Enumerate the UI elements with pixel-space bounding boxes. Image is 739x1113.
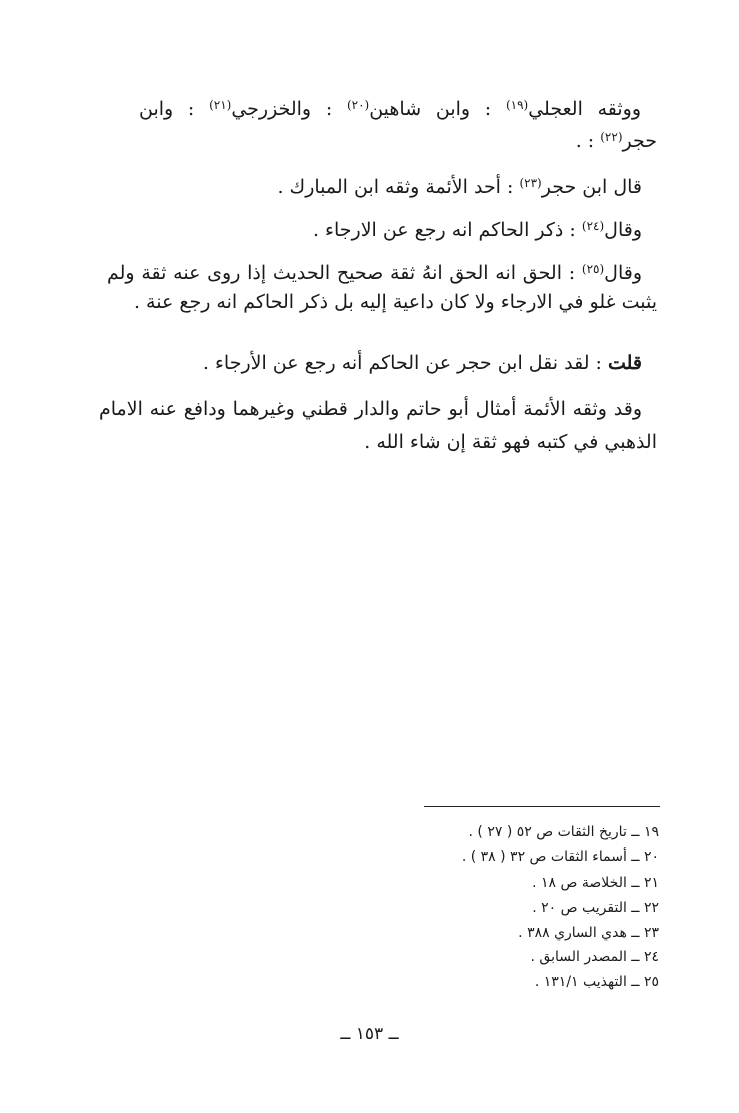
paragraph-3 (313, 213, 642, 243)
paragraph-5 (203, 350, 642, 376)
footnote-20: ٢٠ ــ أسماء الثقات ص ٣٢ ( ٣٨ ) . (461, 849, 659, 865)
paragraph-1-line-1 (139, 92, 641, 122)
text-span: يثبت غلو في الارجاء ولا كان داعية إليه بل ذكر الحاكم انه رجع عنة . (133, 291, 657, 313)
text-span: حجر (622, 130, 657, 152)
paragraph-2 (277, 170, 642, 200)
text-span: قال ابن حجر (541, 176, 642, 198)
text-span: : الحق انه الحق انهُ ثقة صحيح الحديث إذا روى عنه ثقة ولم (107, 262, 582, 284)
paragraph-6-line-2 (364, 429, 657, 455)
text-span: وقد وثقه الأئمة أمثال أبو حاتم والدار قطني وغيرهما ودافع عنه الامام (99, 398, 642, 420)
footnote-ref-20: (٢٠) (346, 98, 370, 112)
footnote-24: ٢٤ ــ المصدر السابق . (530, 949, 659, 965)
paragraph-1-line-2 (576, 124, 657, 154)
footnote-ref-25: (٢٥) (581, 262, 605, 276)
text-span: الذهبي في كتبه فهو ثقة إن شاء الله . (364, 431, 657, 453)
page-number: ــ ١٥٣ ــ (340, 1024, 399, 1044)
paragraph-4-line-1 (107, 256, 642, 286)
text-span: : والخزرجي (231, 98, 347, 120)
footnote-ref-21: (٢١) (209, 98, 232, 112)
footnote-ref-24: (٢٤) (581, 219, 605, 233)
text-span: : لقد نقل ابن حجر عن الحاكم أنه رجع عن الأرجاء . (202, 352, 608, 374)
footnote-separator (424, 806, 660, 807)
footnote-ref-23: (٢٣) (519, 176, 542, 190)
footnote-25: ٢٥ ــ التهذيب ١٣١/١ . (534, 974, 659, 990)
text-span: : وابن (139, 98, 210, 120)
footnote-21: ٢١ ــ الخلاصة ص ١٨ . (532, 875, 659, 891)
text-span: : أحد الأئمة وثقه ابن المبارك . (277, 176, 520, 198)
paragraph-4-line-2 (134, 289, 657, 315)
footnote-19: ١٩ ــ تاريخ الثقات ص ٥٢ ( ٢٧ ) . (468, 824, 659, 840)
text-span: ووثقه العجلي (528, 98, 642, 120)
text-span: : ذكر الحاكم انه رجع عن الارجاء . (312, 219, 582, 241)
text-span: وقال (604, 262, 642, 284)
footnote-ref-22: (٢٢) (600, 130, 623, 144)
footnote-ref-19: (١٩) (505, 98, 529, 112)
paragraph-6-line-1 (99, 396, 642, 422)
text-span: وقال (604, 219, 642, 241)
footnote-22: ٢٢ ــ التقريب ص ٢٠ . (532, 900, 659, 916)
text-span: : . (575, 130, 601, 152)
footnote-23: ٢٣ ــ هدي الساري ٣٨٨ . (518, 925, 659, 941)
text-span: : وابن شاهين (369, 98, 506, 120)
qult-label: قلت (607, 352, 642, 374)
